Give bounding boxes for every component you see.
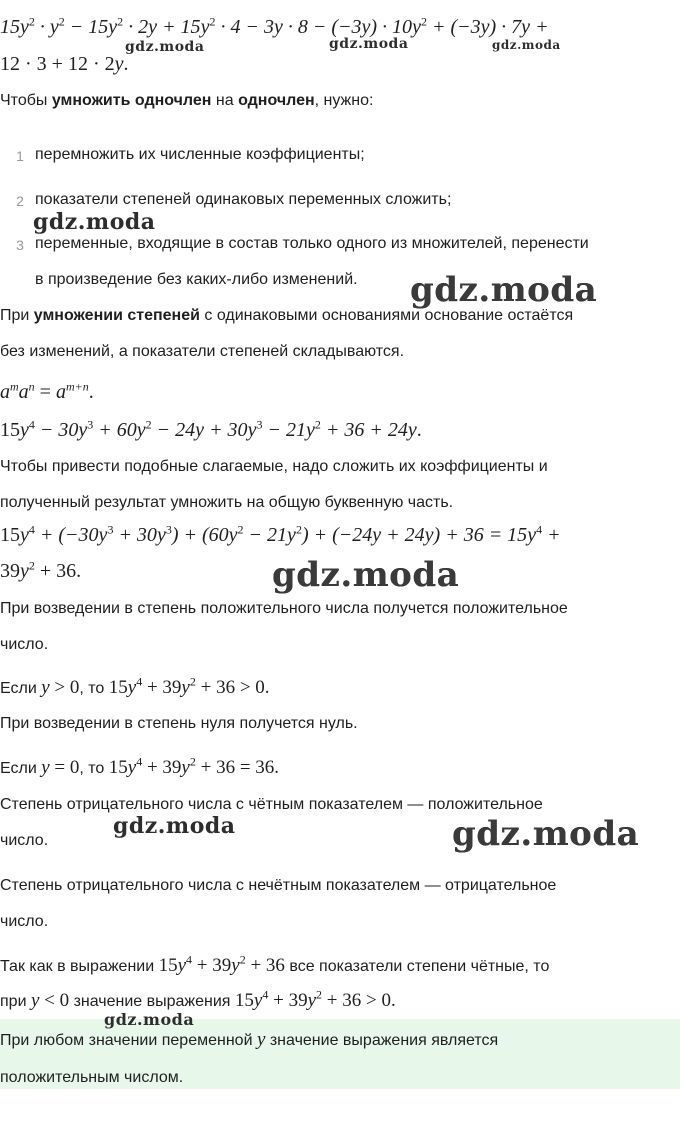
list-item-continuation: в произведение без каких-либо изменений. — [35, 271, 358, 288]
conclusion-line1: При любом значении переменной y значение выражения является — [0, 1029, 499, 1050]
math-expression-3a: $15y^4 + (-30y^3 + 30y^3) + (60y^2 - 21y^2) + (-24y + 24y) + 36 = 15y^4$ + — [0, 522, 561, 546]
if-positive: Если y > 0, то $15y^4 + 39y^2 + 36 > 0$. — [0, 674, 270, 698]
list-item: переменные, входящие в состав только одного из множителей, перенести — [35, 235, 589, 252]
list-number: 2 — [16, 193, 24, 209]
list-item: показатели степеней одинаковых переменных сложить; — [35, 191, 452, 208]
watermark: gdz.moda — [410, 270, 598, 310]
since-line: Так как в выражении $15y^4 + 39y^2 + 36$ все показатели степени чётные, то — [0, 952, 550, 976]
watermark: gdz.moda — [492, 38, 561, 52]
watermark: gdz.moda — [272, 555, 460, 595]
list-number: 3 — [16, 237, 24, 253]
math-expression-1a: $15y^2 \cdot y^2 - 15y^2 \cdot 2y + 15y^2 \cdot 4 - 3y \cdot 8 - (-3y) \cdot 10y^2 + (-3y) \cdot 7y$ + — [0, 14, 549, 38]
watermark: gdz.moda — [125, 39, 205, 55]
list-number: 1 — [16, 148, 24, 164]
zero-rule: При возведении в степень нуля получется нуль. — [0, 715, 358, 732]
watermark: gdz.moda — [329, 36, 409, 52]
even-rule-line2: число. — [0, 832, 49, 849]
list-item: перемножить их численные коэффициенты; — [35, 146, 365, 163]
math-expression-2: $15y^4 - 30y^3 + 60y^2 - 24y + 30y^3 - 21y^2 + 36 + 24y$. — [0, 417, 422, 441]
positive-rule-line1: При возведении в степень положительного числа получется положительное — [0, 600, 568, 617]
watermark: gdz.moda — [113, 813, 236, 839]
if-zero: Если y = 0, то $15y^4 + 39y^2 + 36 = 36$. — [0, 754, 280, 778]
math-expression-1b: 12 · 3 + 12 · 2y. — [0, 53, 129, 75]
power-formula: $a^ma^n = a^{m+n}$. — [0, 379, 94, 403]
watermark: gdz.moda — [33, 209, 156, 235]
conclusion-line2: положительным числом. — [0, 1069, 184, 1086]
odd-rule-line2: число. — [0, 913, 49, 930]
even-rule-line1: Степень отрицательного числа с чётным показателем — положительное — [0, 796, 543, 813]
mono-intro: Чтобы умножить одночлен на одночлен, нужно: — [0, 92, 374, 109]
watermark: gdz.moda — [104, 1010, 195, 1029]
when-line: при y < 0 значение выражения $15y^4 + 39y^2 + 36 > 0$. — [0, 987, 396, 1011]
odd-rule-line1: Степень отрицательного числа с нечётным показателем — отрицательное — [0, 877, 557, 894]
powers-rule-line1: При умножении степеней с одинаковыми основаниями основание остаётся — [0, 307, 574, 324]
like-terms-line2: полученный результат умножить на общую буквенную часть. — [0, 494, 454, 511]
watermark: gdz.moda — [452, 814, 640, 854]
positive-rule-line2: число. — [0, 636, 49, 653]
math-expression-3b: $39y^2 + 36$. — [0, 558, 82, 582]
like-terms-line1: Чтобы привести подобные слагаемые, надо сложить их коэффициенты и — [0, 458, 548, 475]
powers-rule-line2: без изменений, а показатели степеней складываются. — [0, 343, 405, 360]
